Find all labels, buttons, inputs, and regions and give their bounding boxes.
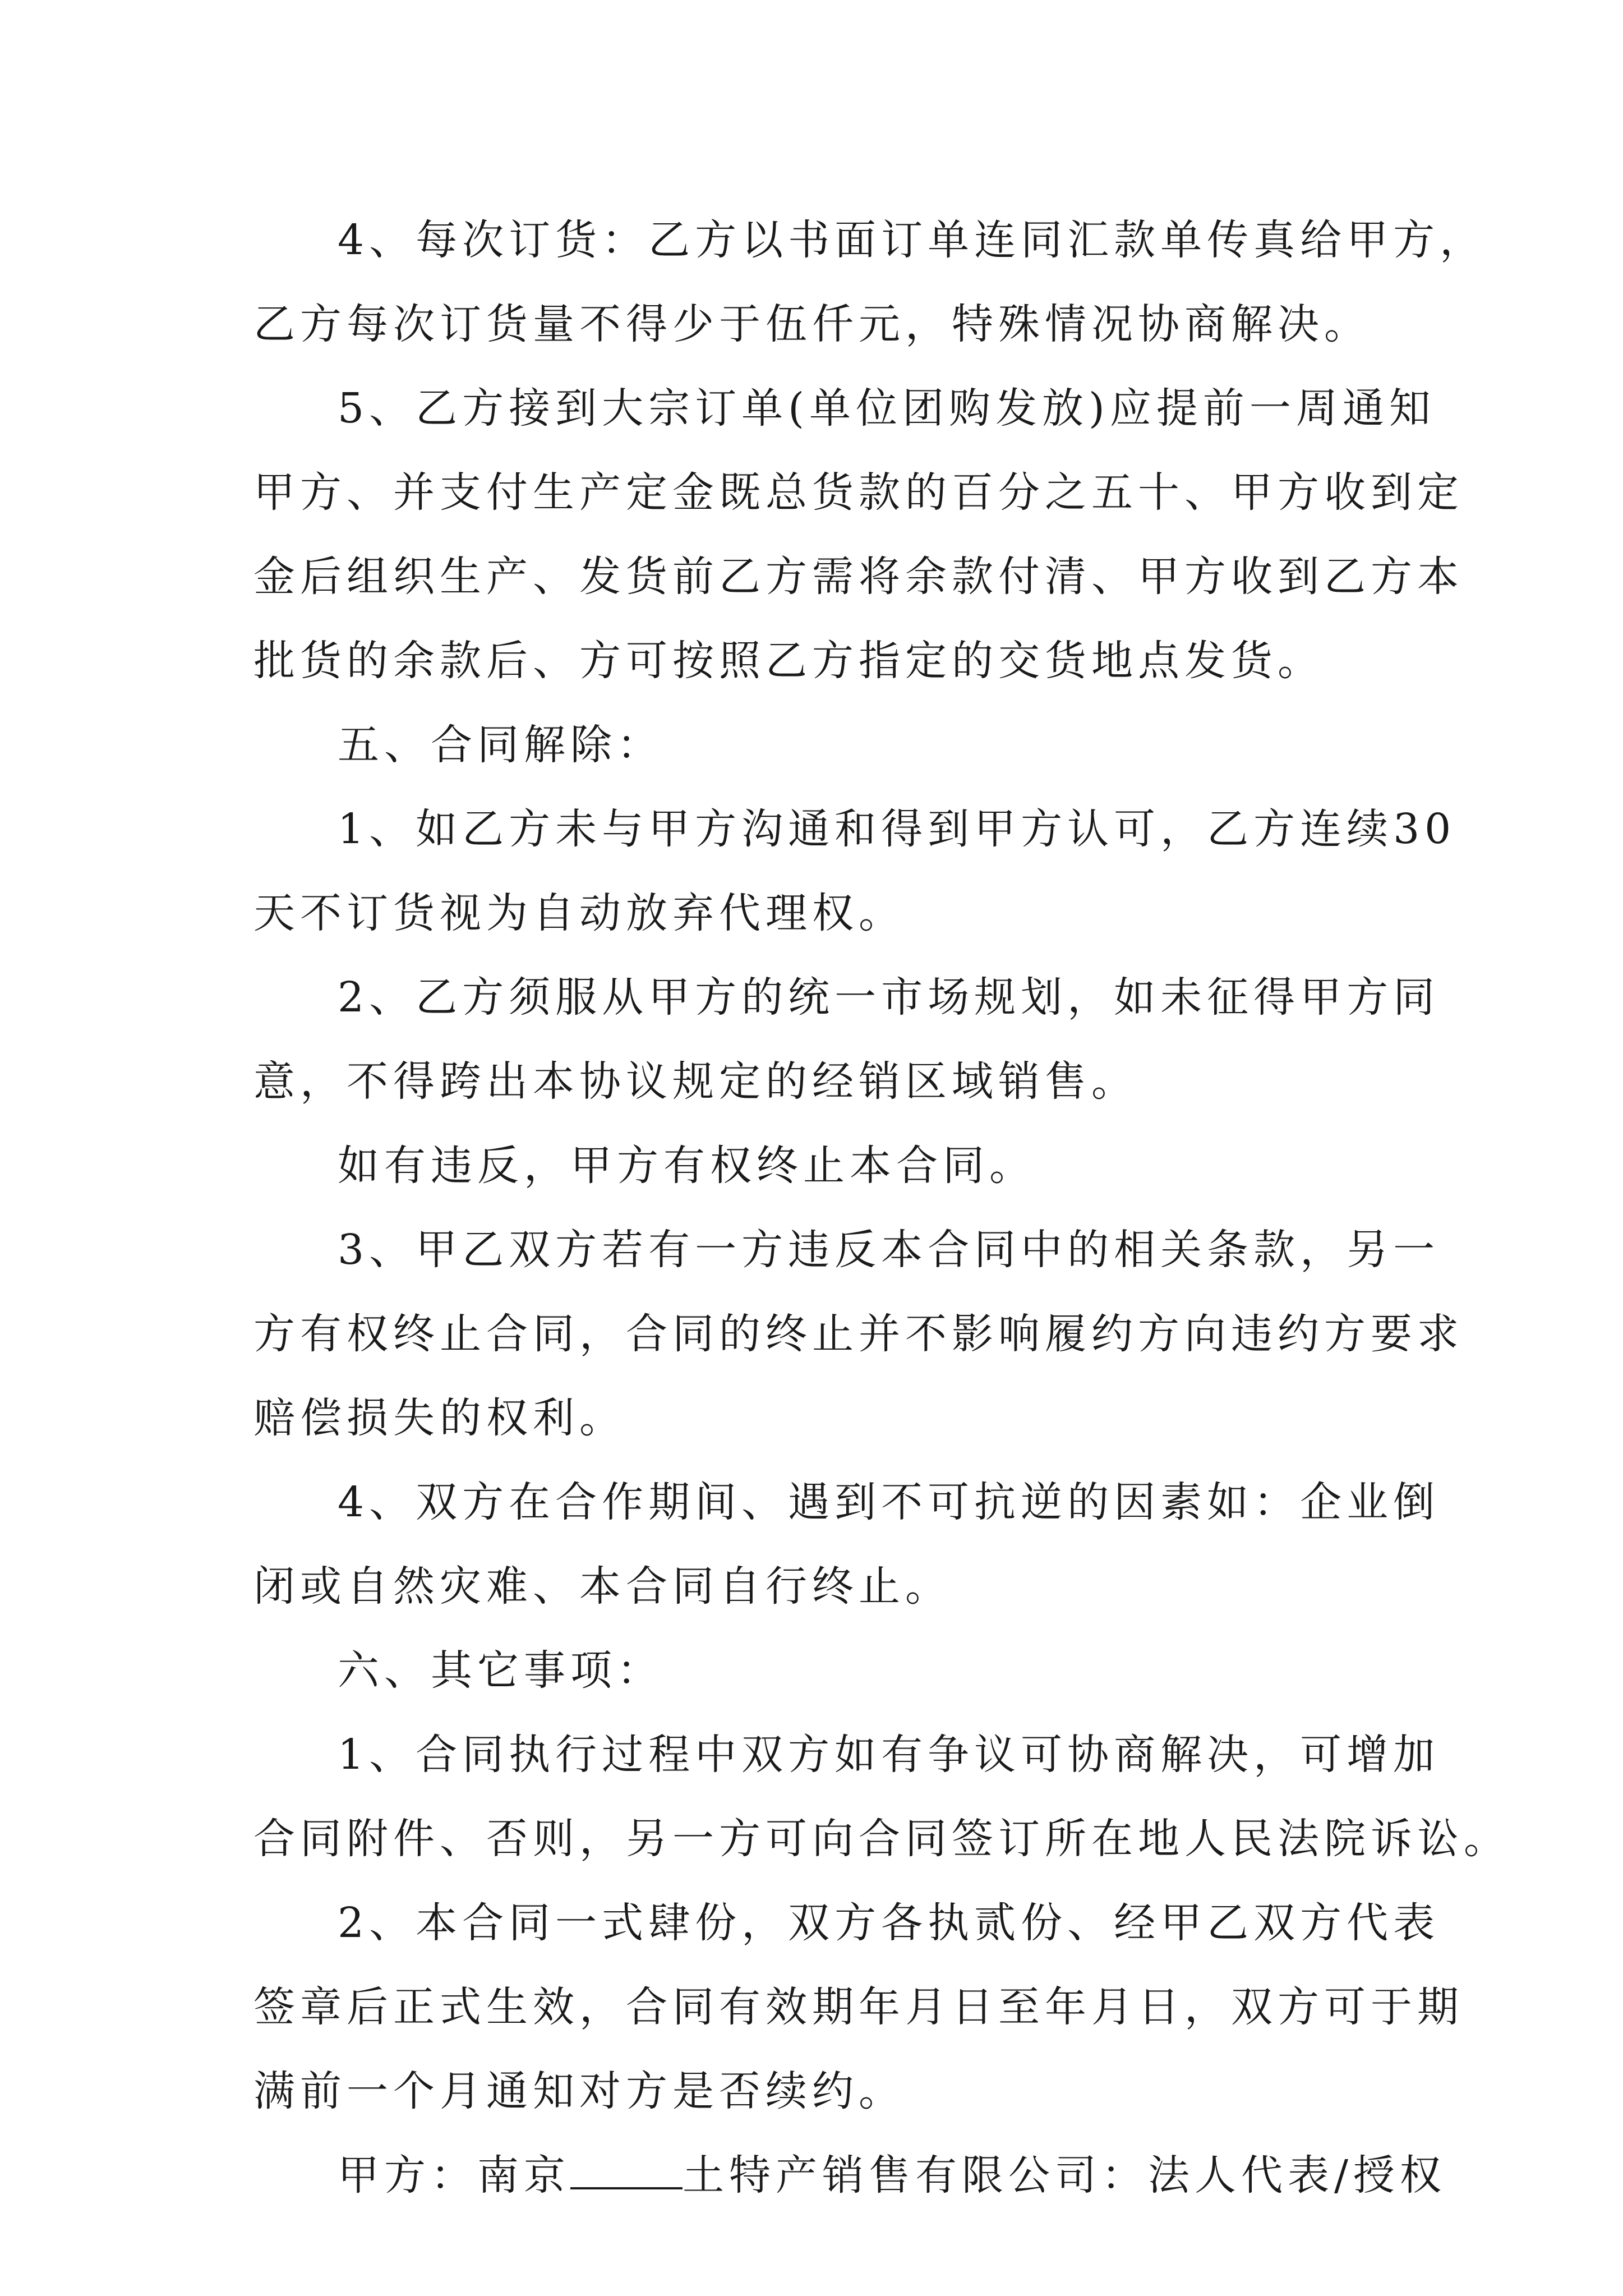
other-clause-2-line-2: 签章后正式生效，合同有效期年月日至年月日，双方可于期 [253, 1983, 1464, 2031]
party-a-signature-line [253, 2133, 1446, 2217]
other-clause-2-line-1: 2、本合同一式肆份，双方各执贰份、经甲乙双方代表 [338, 1899, 1440, 1947]
clause-4-order-line-1: 4、每次订货：乙方以书面订单连同汇款单传真给甲方， [338, 216, 1487, 264]
termination-clause-4-line-2: 闭或自然灾难、本合同自行终止。 [253, 1562, 952, 1611]
clause-5-bulk-order-line-2: 甲方、并支付生产定金既总货款的百分之五十、甲方收到定 [253, 468, 1464, 517]
contract-body [253, 198, 1510, 2217]
termination-clause-3-line-2: 方有权终止合同，合同的终止并不影响履约方向违约方要求 [253, 1310, 1464, 1358]
termination-clause-1-line-2: 天不订货视为自动放弃代理权。 [253, 889, 905, 937]
termination-clause-3-line-1: 3、甲乙双方若有一方违反本合同中的相关条款，另一 [338, 1226, 1440, 1274]
termination-clause-4-line-1: 4、双方在合作期间、遇到不可抗逆的因素如：企业倒 [338, 1478, 1440, 1526]
other-clause-2-line-3: 满前一个月通知对方是否续约。 [253, 2067, 905, 2115]
section-6-heading: 六、其它事项： [338, 1646, 663, 1695]
termination-clause-3-line-3: 赔偿损失的权利。 [253, 1394, 626, 1442]
clause-5-bulk-order-line-1: 5、乙方接到大宗订单(单位团购发放)应提前一周通知 [338, 384, 1436, 432]
other-clause-1-line-1: 1、合同执行过程中双方如有争议可协商解决，可增加 [338, 1731, 1440, 1779]
clause-5-bulk-order-line-4: 批货的余款后、方可按照乙方指定的交货地点发货。 [253, 637, 1324, 685]
party-a-prefix: 甲方：南京 [338, 2151, 570, 2200]
other-clause-1-line-2: 合同附件、否则，另一方可向合同签订所在地人民法院诉讼。 [253, 1815, 1510, 1863]
clause-4-order-line-2: 乙方每次订货量不得少于伍仟元，特殊情况协商解决。 [253, 300, 1371, 348]
termination-clause-2-line-2: 意，不得跨出本协议规定的经销区域销售。 [253, 1057, 1138, 1106]
section-5-heading: 五、合同解除： [338, 721, 663, 769]
party-a-suffix: 土特产销售有限公司：法人代表/授权 [683, 2151, 1446, 2200]
company-name-blank [570, 2150, 683, 2189]
termination-clause-2-line-1: 2、乙方须服从甲方的统一市场规划，如未征得甲方同 [338, 973, 1440, 1022]
clause-5-bulk-order-line-3: 金后组织生产、发货前乙方需将余款付清、甲方收到乙方本 [253, 553, 1464, 601]
termination-clause-1-line-1: 1、如乙方未与甲方沟通和得到甲方认可，乙方连续30 [338, 805, 1456, 853]
termination-clause-2-note: 如有违反，甲方有权终止本合同。 [338, 1142, 1036, 1190]
